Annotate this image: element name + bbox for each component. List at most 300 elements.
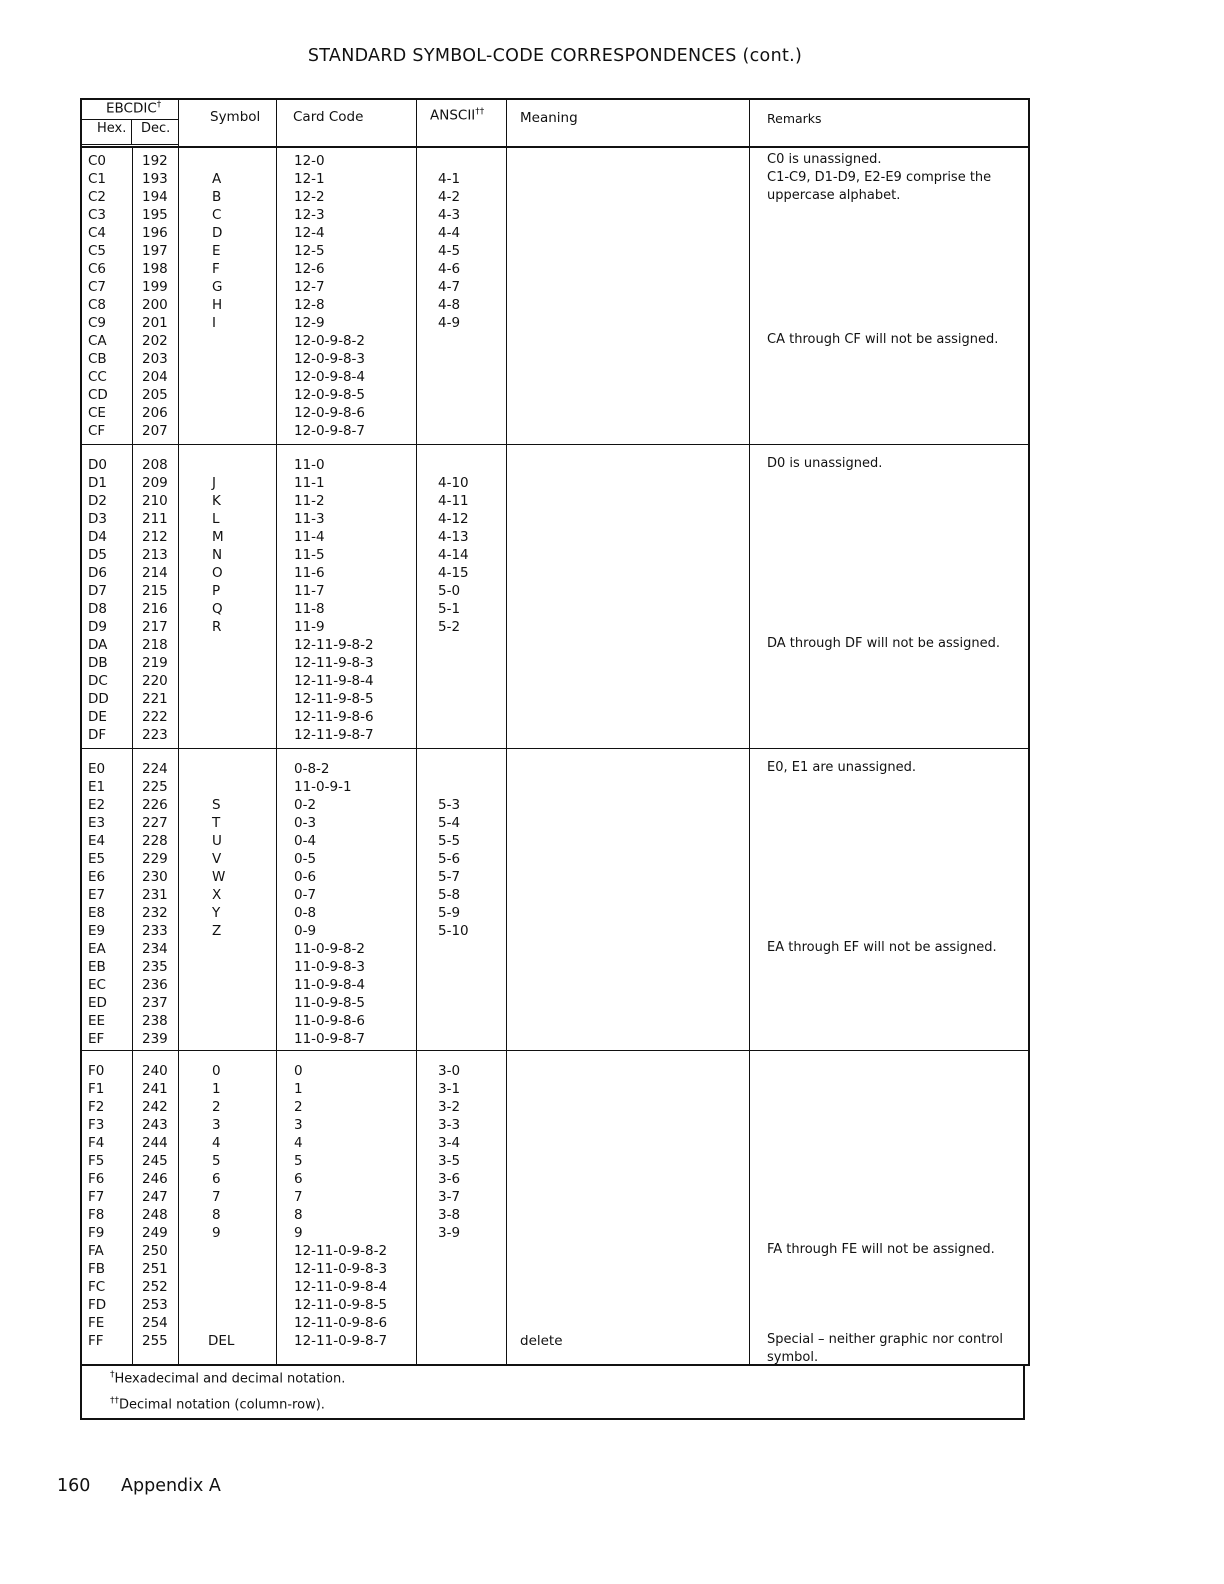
dec-cell: 242 <box>142 1099 168 1115</box>
dec-cell: 236 <box>142 977 168 993</box>
hex-cell: F7 <box>88 1189 105 1205</box>
meaning-cell: delete <box>520 1333 563 1349</box>
card-code-cell: 12-11-9-8-5 <box>294 691 374 707</box>
hex-cell: F9 <box>88 1225 105 1241</box>
dec-cell: 252 <box>142 1279 168 1295</box>
ascii-cell: 3-8 <box>438 1207 461 1223</box>
card-code-cell: 5 <box>294 1153 303 1169</box>
header-card-code: Card Code <box>293 109 364 125</box>
dec-cell: 202 <box>142 333 168 349</box>
dec-cell: 215 <box>142 583 168 599</box>
card-code-cell: 6 <box>294 1171 303 1187</box>
hex-cell: FE <box>88 1315 105 1331</box>
ascii-cell: 4-14 <box>438 547 469 563</box>
card-code-cell: 12-1 <box>294 171 325 187</box>
card-code-cell: 8 <box>294 1207 303 1223</box>
ascii-cell: 5-1 <box>438 601 461 617</box>
dec-cell: 249 <box>142 1225 168 1241</box>
hex-cell: F2 <box>88 1099 105 1115</box>
hex-cell: EF <box>88 1031 105 1047</box>
card-code-cell: 0-5 <box>294 851 317 867</box>
card-code-cell: 11-4 <box>294 529 325 545</box>
card-code-cell: 11-0-9-8-3 <box>294 959 366 975</box>
ascii-cell: 5-7 <box>438 869 461 885</box>
header-ebcdic: EBCDIC† <box>106 100 162 117</box>
ebcdic-divider <box>81 119 178 120</box>
card-code-cell: 12-2 <box>294 189 325 205</box>
symbol-cell: L <box>212 511 220 527</box>
dec-cell: 207 <box>142 423 168 439</box>
ascii-cell: 3-1 <box>438 1081 461 1097</box>
remark-text: C1-C9, D1-D9, E2-E9 comprise the uppercase alphabet. <box>767 170 992 203</box>
symbol-cell: Y <box>212 905 221 921</box>
ascii-cell: 5-10 <box>438 923 469 939</box>
hex-cell: F5 <box>88 1153 105 1169</box>
symbol-cell: K <box>212 493 221 509</box>
symbol-cell: T <box>212 815 221 831</box>
card-code-cell: 12-0-9-8-6 <box>294 405 366 421</box>
dec-cell: 234 <box>142 941 168 957</box>
hex-cell: DE <box>88 709 107 725</box>
dec-cell: 220 <box>142 673 168 689</box>
hex-cell: D5 <box>88 547 107 563</box>
symbol-cell: H <box>212 297 223 313</box>
remark-text: CA through CF will not be assigned. <box>767 332 999 347</box>
card-code-cell: 11-5 <box>294 547 325 563</box>
card-code-cell: 12-0-9-8-4 <box>294 369 366 385</box>
card-code-cell: 0-3 <box>294 815 317 831</box>
dec-cell: 199 <box>142 279 168 295</box>
symbol-cell: I <box>212 315 216 331</box>
hex-cell: C3 <box>88 207 107 223</box>
header-rule <box>82 146 1028 148</box>
hex-cell: F6 <box>88 1171 105 1187</box>
dec-cell: 228 <box>142 833 168 849</box>
dec-cell: 247 <box>142 1189 168 1205</box>
hex-cell: F1 <box>88 1081 105 1097</box>
dec-cell: 225 <box>142 779 168 795</box>
dec-cell: 206 <box>142 405 168 421</box>
ascii-cell: 4-7 <box>438 279 461 295</box>
hex-cell: D3 <box>88 511 107 527</box>
hex-cell: E6 <box>88 869 106 885</box>
card-code-cell: 12-11-0-9-8-7 <box>294 1333 388 1349</box>
symbol-cell: 7 <box>212 1189 221 1205</box>
card-code-cell: 0-8 <box>294 905 317 921</box>
symbol-cell: 9 <box>212 1225 221 1241</box>
card-code-cell: 12-0-9-8-5 <box>294 387 366 403</box>
dec-cell: 218 <box>142 637 168 653</box>
hex-cell: E8 <box>88 905 106 921</box>
remark-text: D0 is unassigned. <box>767 456 883 471</box>
symbol-cell: O <box>212 565 223 581</box>
symbol-cell: P <box>212 583 221 599</box>
ascii-cell: 5-6 <box>438 851 461 867</box>
card-code-cell: 12-11-0-9-8-2 <box>294 1243 388 1259</box>
symbol-cell: J <box>212 475 216 491</box>
header-hex: Hex. <box>97 121 127 136</box>
ascii-cell: 4-8 <box>438 297 461 313</box>
dec-cell: 241 <box>142 1081 168 1097</box>
ascii-cell: 3-3 <box>438 1117 461 1133</box>
card-code-cell: 12-11-0-9-8-5 <box>294 1297 388 1313</box>
dec-cell: 204 <box>142 369 168 385</box>
hex-cell: D7 <box>88 583 107 599</box>
ascii-cell: 5-2 <box>438 619 461 635</box>
dec-cell: 231 <box>142 887 168 903</box>
hex-cell: C0 <box>88 153 107 169</box>
hex-cell: E4 <box>88 833 106 849</box>
dec-cell: 219 <box>142 655 168 671</box>
dec-cell: 246 <box>142 1171 168 1187</box>
symbol-cell: B <box>212 189 222 205</box>
card-code-cell: 12-0 <box>294 153 325 169</box>
card-code-cell: 7 <box>294 1189 303 1205</box>
footnotes-box <box>80 1364 1025 1420</box>
dec-cell: 226 <box>142 797 168 813</box>
symbol-cell: V <box>212 851 222 867</box>
hex-cell: D6 <box>88 565 107 581</box>
ascii-cell: 5-3 <box>438 797 461 813</box>
group-rule <box>82 1050 1028 1051</box>
hex-cell: DC <box>88 673 108 689</box>
ascii-cell: 5-8 <box>438 887 461 903</box>
hex-cell: DB <box>88 655 108 671</box>
card-code-cell: 11-8 <box>294 601 325 617</box>
card-code-cell: 0-4 <box>294 833 317 849</box>
card-code-cell: 12-0-9-8-7 <box>294 423 366 439</box>
symbol-cell: F <box>212 261 220 277</box>
dec-cell: 232 <box>142 905 168 921</box>
page-title: STANDARD SYMBOL-CODE CORRESPONDENCES (cont.) <box>307 46 803 66</box>
hex-cell: CD <box>88 387 108 403</box>
card-code-cell: 0-2 <box>294 797 317 813</box>
column-rule <box>276 100 277 1364</box>
ascii-cell: 4-1 <box>438 171 461 187</box>
symbol-cell: S <box>212 797 221 813</box>
dec-cell: 209 <box>142 475 168 491</box>
card-code-cell: 12-11-9-8-7 <box>294 727 374 743</box>
card-code-cell: 11-3 <box>294 511 325 527</box>
card-code-cell: 4 <box>294 1135 303 1151</box>
column-rule <box>506 100 507 1364</box>
dec-cell: 196 <box>142 225 168 241</box>
card-code-cell: 12-8 <box>294 297 325 313</box>
hex-cell: C8 <box>88 297 107 313</box>
card-code-cell: 12-0-9-8-2 <box>294 333 366 349</box>
column-rule <box>749 100 750 1364</box>
footnote: †Hexadecimal and decimal notation. <box>110 1370 346 1387</box>
card-code-cell: 12-4 <box>294 225 325 241</box>
hex-cell: D8 <box>88 601 107 617</box>
ascii-cell: 4-5 <box>438 243 461 259</box>
hex-cell: DD <box>88 691 109 707</box>
hex-cell: E0 <box>88 761 106 777</box>
dec-cell: 248 <box>142 1207 168 1223</box>
hex-cell: D0 <box>88 457 107 473</box>
symbol-cell: Z <box>212 923 222 939</box>
ascii-cell: 3-9 <box>438 1225 461 1241</box>
card-code-cell: 12-9 <box>294 315 325 331</box>
hex-cell: CA <box>88 333 107 349</box>
card-code-cell: 11-6 <box>294 565 325 581</box>
header-remarks: Remarks <box>767 111 822 126</box>
dec-cell: 243 <box>142 1117 168 1133</box>
ascii-cell: 5-4 <box>438 815 461 831</box>
ascii-cell: 3-0 <box>438 1063 461 1079</box>
dec-cell: 227 <box>142 815 168 831</box>
remark-text: EA through EF will not be assigned. <box>767 940 997 955</box>
ascii-cell: 5-0 <box>438 583 461 599</box>
dec-cell: 217 <box>142 619 168 635</box>
ascii-cell: 4-2 <box>438 189 461 205</box>
hex-cell: CB <box>88 351 107 367</box>
column-rule <box>132 146 133 1364</box>
dec-cell: 222 <box>142 709 168 725</box>
ascii-cell: 3-4 <box>438 1135 461 1151</box>
hex-cell: E7 <box>88 887 106 903</box>
symbol-cell: 4 <box>212 1135 221 1151</box>
remark-text: FA through FE will not be assigned. <box>767 1242 995 1257</box>
hex-cell: C6 <box>88 261 107 277</box>
symbol-cell: R <box>212 619 222 635</box>
dec-cell: 192 <box>142 153 168 169</box>
symbol-cell: N <box>212 547 223 563</box>
card-code-cell: 12-11-9-8-4 <box>294 673 374 689</box>
hex-cell: CC <box>88 369 107 385</box>
hex-cell: C4 <box>88 225 107 241</box>
dec-cell: 240 <box>142 1063 168 1079</box>
card-code-cell: 12-6 <box>294 261 325 277</box>
hex-cell: EA <box>88 941 106 957</box>
dec-cell: 203 <box>142 351 168 367</box>
hex-cell: DA <box>88 637 108 653</box>
hex-cell: D4 <box>88 529 107 545</box>
ascii-cell: 3-7 <box>438 1189 461 1205</box>
ascii-cell: 4-10 <box>438 475 469 491</box>
hex-cell: FA <box>88 1243 104 1259</box>
symbol-cell: E <box>212 243 221 259</box>
dec-cell: 197 <box>142 243 168 259</box>
hex-cell: E3 <box>88 815 106 831</box>
dec-cell: 245 <box>142 1153 168 1169</box>
ascii-cell: 3-5 <box>438 1153 461 1169</box>
hex-cell: D9 <box>88 619 107 635</box>
column-rule <box>178 100 179 1364</box>
ascii-cell: 3-2 <box>438 1099 461 1115</box>
ascii-cell: 4-13 <box>438 529 469 545</box>
remark-text: Special – neither graphic nor control symbol. <box>767 1332 1003 1365</box>
symbol-cell: 1 <box>212 1081 221 1097</box>
ascii-cell: 4-3 <box>438 207 461 223</box>
hex-cell: EB <box>88 959 106 975</box>
ascii-cell: 5-5 <box>438 833 461 849</box>
dec-cell: 221 <box>142 691 168 707</box>
card-code-cell: 0-8-2 <box>294 761 330 777</box>
hex-dec-divider <box>131 119 132 144</box>
card-code-cell: 2 <box>294 1099 303 1115</box>
card-code-cell: 11-9 <box>294 619 325 635</box>
card-code-cell: 12-11-0-9-8-3 <box>294 1261 388 1277</box>
hex-cell: D1 <box>88 475 107 491</box>
symbol-cell: U <box>212 833 222 849</box>
dec-cell: 253 <box>142 1297 168 1313</box>
dec-cell: 237 <box>142 995 168 1011</box>
ascii-cell: 4-6 <box>438 261 461 277</box>
dec-cell: 214 <box>142 565 168 581</box>
ascii-cell: 3-6 <box>438 1171 461 1187</box>
card-code-cell: 11-0 <box>294 457 325 473</box>
hex-cell: EC <box>88 977 106 993</box>
card-code-cell: 1 <box>294 1081 303 1097</box>
card-code-cell: 11-1 <box>294 475 325 491</box>
hex-cell: FD <box>88 1297 107 1313</box>
card-code-cell: 11-0-9-8-5 <box>294 995 366 1011</box>
ascii-cell: 4-4 <box>438 225 461 241</box>
hex-cell: C1 <box>88 171 107 187</box>
header-meaning: Meaning <box>520 110 578 126</box>
card-code-cell: 12-11-0-9-8-6 <box>294 1315 388 1331</box>
dec-cell: 195 <box>142 207 168 223</box>
header-symbol: Symbol <box>210 109 261 125</box>
hex-cell: F3 <box>88 1117 105 1133</box>
group-rule <box>82 444 1028 445</box>
symbol-cell: 0 <box>212 1063 221 1079</box>
card-code-cell: 12-11-9-8-3 <box>294 655 374 671</box>
dec-cell: 250 <box>142 1243 168 1259</box>
card-code-cell: 12-3 <box>294 207 325 223</box>
group-rule <box>82 748 1028 749</box>
symbol-cell: X <box>212 887 222 903</box>
dec-cell: 201 <box>142 315 168 331</box>
hex-cell: C2 <box>88 189 107 205</box>
footnote: ††Decimal notation (column-row). <box>110 1396 325 1413</box>
card-code-cell: 12-11-9-8-6 <box>294 709 374 725</box>
dec-cell: 213 <box>142 547 168 563</box>
page-number: 160 <box>57 1476 91 1496</box>
card-code-cell: 11-7 <box>294 583 325 599</box>
ascii-cell: 4-15 <box>438 565 469 581</box>
symbol-cell: Q <box>212 601 223 617</box>
hex-cell: E2 <box>88 797 106 813</box>
hex-cell: CF <box>88 423 106 439</box>
symbol-cell: D <box>212 225 223 241</box>
symbol-cell: 6 <box>212 1171 221 1187</box>
dec-cell: 255 <box>142 1333 168 1349</box>
dec-cell: 216 <box>142 601 168 617</box>
card-code-cell: 12-5 <box>294 243 325 259</box>
ascii-cell: 5-9 <box>438 905 461 921</box>
hex-cell: C9 <box>88 315 107 331</box>
ascii-cell: 4-12 <box>438 511 469 527</box>
code-table <box>80 98 1030 1366</box>
hex-cell: D2 <box>88 493 107 509</box>
card-code-cell: 0-9 <box>294 923 317 939</box>
card-code-cell: 12-11-9-8-2 <box>294 637 374 653</box>
card-code-cell: 12-7 <box>294 279 325 295</box>
card-code-cell: 11-0-9-8-6 <box>294 1013 366 1029</box>
dec-cell: 254 <box>142 1315 168 1331</box>
hex-cell: E5 <box>88 851 106 867</box>
card-code-cell: 11-0-9-8-4 <box>294 977 366 993</box>
dec-cell: 223 <box>142 727 168 743</box>
dec-cell: 198 <box>142 261 168 277</box>
card-code-cell: 9 <box>294 1225 303 1241</box>
dec-cell: 210 <box>142 493 168 509</box>
remark-text: E0, E1 are unassigned. <box>767 760 916 775</box>
ascii-cell: 4-11 <box>438 493 469 509</box>
hex-cell: EE <box>88 1013 106 1029</box>
remark-text: DA through DF will not be assigned. <box>767 636 1001 651</box>
hex-cell: ED <box>88 995 107 1011</box>
remark-text: C0 is unassigned. <box>767 152 882 167</box>
hex-cell: FB <box>88 1261 106 1277</box>
dec-cell: 193 <box>142 171 168 187</box>
card-code-cell: 11-0-9-8-7 <box>294 1031 366 1047</box>
dec-cell: 244 <box>142 1135 168 1151</box>
dec-cell: 230 <box>142 869 168 885</box>
dec-cell: 233 <box>142 923 168 939</box>
hex-cell: C7 <box>88 279 107 295</box>
card-code-cell: 11-2 <box>294 493 325 509</box>
symbol-cell: A <box>212 171 222 187</box>
symbol-cell: G <box>212 279 223 295</box>
symbol-cell: 3 <box>212 1117 221 1133</box>
ascii-cell: 4-9 <box>438 315 461 331</box>
hex-cell: C5 <box>88 243 107 259</box>
hex-cell: FF <box>88 1333 104 1349</box>
hex-cell: F0 <box>88 1063 105 1079</box>
card-code-cell: 0-6 <box>294 869 317 885</box>
dec-cell: 251 <box>142 1261 168 1277</box>
dec-cell: 212 <box>142 529 168 545</box>
card-code-cell: 0-7 <box>294 887 317 903</box>
hex-cell: F8 <box>88 1207 105 1223</box>
hex-cell: CE <box>88 405 106 421</box>
column-rule <box>416 100 417 1364</box>
symbol-cell: 2 <box>212 1099 221 1115</box>
symbol-cell: 8 <box>212 1207 221 1223</box>
hex-cell: F4 <box>88 1135 105 1151</box>
symbol-cell: 5 <box>212 1153 221 1169</box>
hex-cell: FC <box>88 1279 106 1295</box>
header-dec: Dec. <box>141 121 171 136</box>
dec-cell: 211 <box>142 511 168 527</box>
dec-cell: 194 <box>142 189 168 205</box>
card-code-cell: 12-11-0-9-8-4 <box>294 1279 388 1295</box>
hex-cell: DF <box>88 727 107 743</box>
section-label: Appendix A <box>121 1476 221 1496</box>
dec-cell: 229 <box>142 851 168 867</box>
symbol-cell: M <box>212 529 224 545</box>
symbol-cell: DEL <box>208 1333 235 1349</box>
dec-cell: 235 <box>142 959 168 975</box>
card-code-cell: 11-0-9-8-2 <box>294 941 366 957</box>
dec-cell: 205 <box>142 387 168 403</box>
dec-cell: 238 <box>142 1013 168 1029</box>
symbol-cell: C <box>212 207 222 223</box>
card-code-cell: 3 <box>294 1117 303 1133</box>
dec-cell: 224 <box>142 761 168 777</box>
hex-cell: E1 <box>88 779 106 795</box>
card-code-cell: 0 <box>294 1063 303 1079</box>
card-code-cell: 12-0-9-8-3 <box>294 351 366 367</box>
symbol-cell: W <box>212 869 226 885</box>
dec-cell: 208 <box>142 457 168 473</box>
card-code-cell: 11-0-9-1 <box>294 779 352 795</box>
dec-cell: 239 <box>142 1031 168 1047</box>
header-ascii: ANSCII†† <box>430 107 485 124</box>
